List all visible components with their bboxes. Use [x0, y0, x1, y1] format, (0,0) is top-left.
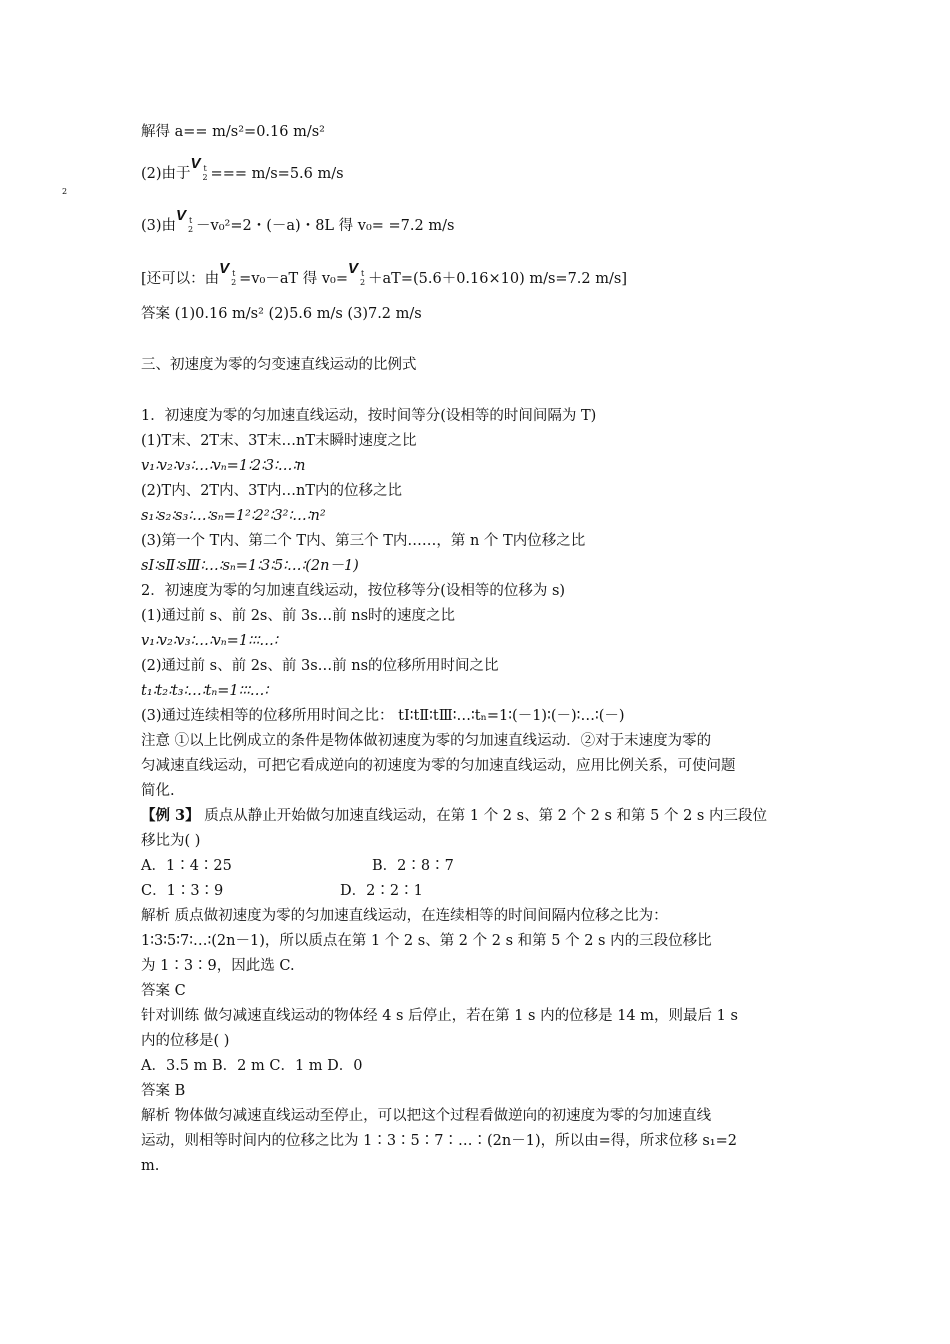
paragraph-line: (1)通过前 s、前 2s、前 3s…前 ns时的速度之比	[141, 608, 456, 624]
formula-line: sⅠ∶sⅡ∶sⅢ∶…∶sₙ=1∶3∶5∶…∶(2n－1)	[141, 558, 359, 574]
v-symbol: V	[190, 155, 201, 172]
v-symbol: V	[348, 260, 359, 277]
text: [还可以：由	[141, 271, 220, 287]
text: (3)由	[141, 218, 177, 234]
analysis-line: 解析 质点做初速度为零的匀加速直线运动，在连续相等的时间间隔内位移之比为：	[141, 908, 668, 924]
part2-line	[141, 155, 344, 184]
subscript: t 2	[360, 269, 366, 287]
text: ＋aT=(5.6＋0.16×10) m/s=7.2 m/s]	[368, 271, 627, 287]
analysis-line: 解析 物体做匀减速直线运动至停止，可以把这个过程看做逆向的初速度为零的匀加速直线	[141, 1108, 712, 1124]
text: === m/s=5.6 m/s	[210, 166, 344, 182]
analysis-line: 运动，则相等时间内的位移之比为 1∶3∶5∶7∶…∶(2n－1)，所以由=得，所求位移 s₁=2	[141, 1133, 737, 1149]
option-d: D．2∶2∶1	[340, 883, 423, 899]
answer-line: 答案 C	[141, 983, 186, 999]
example-tag: 【例 3】	[141, 807, 200, 824]
part3-line	[141, 207, 455, 236]
subscript: t 2	[231, 269, 237, 287]
paragraph-line: (2)通过前 s、前 2s、前 3s…前 ns的位移所用时间之比	[141, 658, 499, 674]
option-a: A．1∶4∶25	[141, 858, 232, 874]
example3-line	[141, 806, 767, 826]
subscript: t 2	[202, 164, 208, 182]
v-half-t-formula	[348, 260, 368, 287]
v-half-t-formula	[190, 155, 211, 182]
alternative-line	[141, 260, 627, 289]
answer-line: 答案 (1)0.16 m/s² (2)5.6 m/s (3)7.2 m/s	[141, 306, 422, 322]
paragraph-line: 2．初速度为零的匀加速直线运动，按位移等分(设相等的位移为 s)	[141, 583, 566, 599]
paragraph-line: (2)T内、2T内、3T内…nT内的位移之比	[141, 483, 403, 499]
options-line: A．3.5 m B．2 m C．1 m D．0	[141, 1058, 363, 1074]
option-c: C．1∶3∶9	[141, 883, 224, 899]
v-half-t-formula	[176, 207, 196, 234]
option-b: B．2∶8∶7	[372, 858, 454, 874]
text: (2)由于	[141, 166, 191, 182]
analysis-line: 1∶3∶5∶7∶…∶(2n－1)，所以质点在第 1 个 2 s、第 2 个 2 s 和第 5 个 2 s 内的三段位移比	[141, 933, 712, 949]
training-line: 内的位移是( )	[141, 1033, 230, 1049]
v-symbol: V	[219, 260, 230, 277]
text: －v₀²=2・(－a)・8L 得 v₀= =7.2 m/s	[196, 218, 455, 234]
formula-line: v₁∶v₂∶v₃∶…∶vₙ=1∶2∶3∶…∶n	[141, 458, 306, 474]
note-line: 注意 ①以上比例成立的条件是物体做初速度为零的匀加速直线运动．②对于末速度为零的	[141, 733, 712, 749]
training-line: 针对训练 做匀减速直线运动的物体经 4 s 后停止，若在第 1 s 内的位移是 14 m，则最后 1 s	[141, 1008, 738, 1024]
v-half-t-formula	[219, 260, 239, 287]
formula-line: t₁∶t₂∶t₃∶…∶tₙ=1∶∶∶…∶	[141, 683, 269, 699]
analysis-line: 为 1∶3∶9，因此选 C.	[141, 958, 295, 974]
formula-line: v₁∶v₂∶v₃∶…∶vₙ=1∶∶∶…∶	[141, 633, 278, 649]
solve-a-line: 解得 a== m/s²=0.16 m/s²	[141, 124, 325, 140]
question-text: 质点从静止开始做匀加速直线运动，在第 1 个 2 s、第 2 个 2 s 和第 5 个 2 s 内三段位	[199, 808, 767, 824]
square-superscript: 2	[62, 187, 68, 196]
paragraph-line: (1)T末、2T末、3T末…nT末瞬时速度之比	[141, 433, 417, 449]
note-line: 简化.	[141, 783, 175, 799]
paragraph-line: 1．初速度为零的匀加速直线运动，按时间等分(设相等的时间间隔为 T)	[141, 408, 597, 424]
section-heading: 三、初速度为零的匀变速直线运动的比例式	[141, 357, 417, 373]
question-line: 移比为( )	[141, 833, 201, 849]
paragraph-line: (3)通过连续相等的位移所用时间之比： tⅠ∶tⅡ∶tⅢ∶…∶tₙ=1∶(－1)∶(－)∶…∶(－)	[141, 708, 625, 724]
text: =v₀－aT 得 v₀=	[239, 271, 349, 287]
note-line: 匀减速直线运动，可把它看成逆向的初速度为零的匀加速直线运动，应用比例关系，可使问题	[141, 758, 736, 774]
formula-line: s₁∶s₂∶s₃∶…∶sₙ=1²∶2²∶3²∶…∶n²	[141, 508, 326, 524]
v-symbol: V	[176, 207, 187, 224]
answer-line: 答案 B	[141, 1083, 186, 1099]
subscript: t 2	[188, 216, 194, 234]
paragraph-line: (3)第一个 T内、第二个 T内、第三个 T内……，第 n 个 T内位移之比	[141, 533, 586, 549]
analysis-line: m.	[141, 1158, 160, 1174]
